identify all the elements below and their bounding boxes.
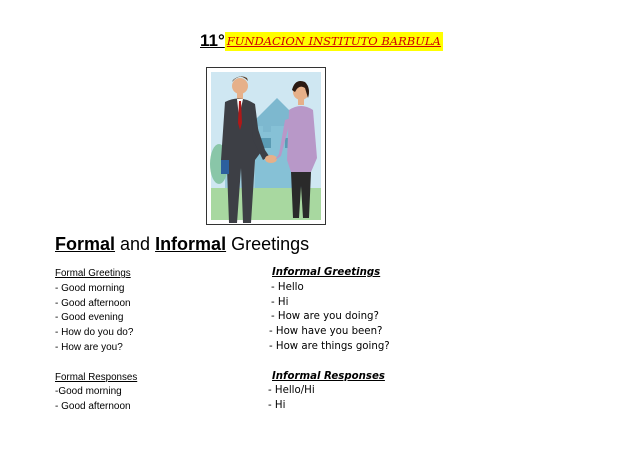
school-name: FUNDACION INSTITUTO BARBULA [225,32,443,51]
list-item: - How do you do? [55,327,134,339]
list-item: - How are you doing? [271,311,379,323]
page-title [55,232,309,256]
title-informal: Informal [155,234,227,254]
list-item: - Good evening [55,312,124,324]
formal-greetings-heading: Formal Greetings [55,268,131,279]
formal-responses-heading: Formal Responses [55,371,138,383]
handshake-image [207,68,325,224]
list-item: - Good afternoon [55,401,131,413]
title-greetings: Greetings [226,234,310,254]
document-header [200,31,443,51]
title-and: and [115,234,156,254]
list-item: - How are things going? [269,340,390,352]
list-item: - Hello [271,281,304,293]
informal-greetings-heading: Informal Greetings [272,267,381,278]
informal-responses-heading: Informal Responses [272,370,385,382]
list-item: - How are you? [55,341,123,353]
handshake-illustration [206,67,326,225]
list-item: - Good afternoon [55,297,131,309]
list-item: - How have you been? [269,326,383,338]
list-item: - Hi [271,296,289,308]
informal-column [268,266,488,414]
list-item: -Good morning [55,386,122,398]
list-item: - Hi [268,400,286,412]
title-formal: Formal [55,234,116,254]
grade-label: 11° [200,31,225,50]
formal-column [55,267,255,415]
list-item: - Good morning [55,282,125,294]
list-item: - Hello/Hi [268,385,315,397]
